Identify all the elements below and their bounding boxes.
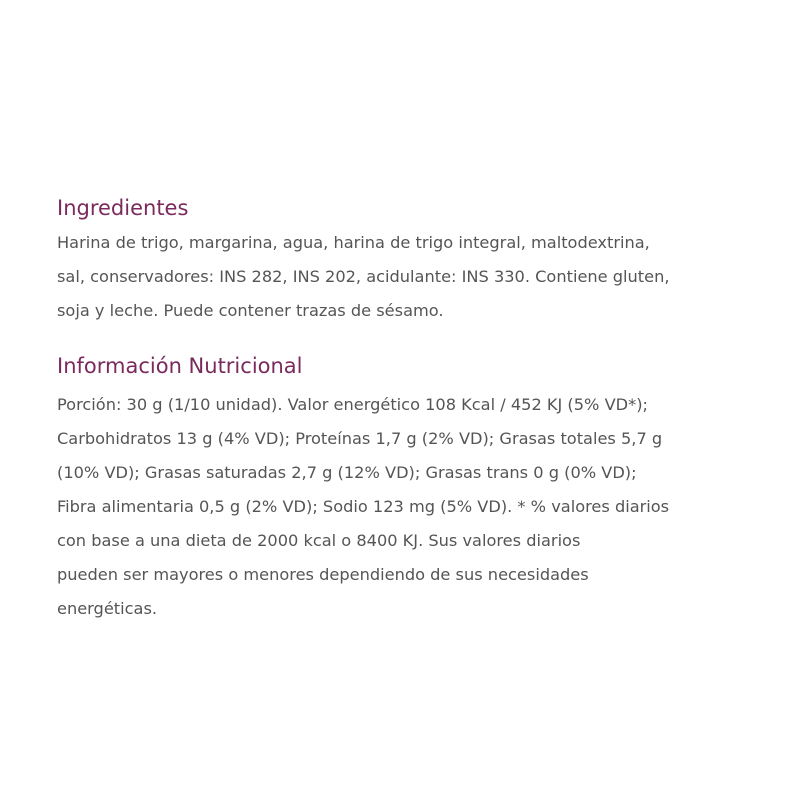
nutrition-section <box>57 350 757 626</box>
nutrition-line: Fibra alimentaria 0,5 g (2% VD); Sodio 123 mg (5% VD). * % valores diarios <box>57 497 670 516</box>
ingredients-line: sal, conservadores: INS 282, INS 202, acidulante: INS 330. Contiene gluten, <box>57 267 670 286</box>
ingredients-line: soja y leche. Puede contener trazas de sésamo. <box>57 301 444 320</box>
ingredients-line: Harina de trigo, margarina, agua, harina de trigo integral, maltodextrina, <box>57 233 650 252</box>
nutrition-line: energéticas. <box>57 599 158 618</box>
nutrition-heading: Información Nutricional <box>57 354 303 378</box>
ingredients-heading: Ingredientes <box>57 196 189 220</box>
product-info <box>57 192 757 626</box>
ingredients-section <box>57 192 757 328</box>
nutrition-line: con base a una dieta de 2000 kcal o 8400 KJ. Sus valores diarios <box>57 531 581 550</box>
nutrition-text <box>57 388 757 626</box>
ingredients-text <box>57 226 757 328</box>
nutrition-line: Carbohidratos 13 g (4% VD); Proteínas 1,7 g (2% VD); Grasas totales 5,7 g <box>57 429 663 448</box>
nutrition-line: pueden ser mayores o menores dependiendo de sus necesidades <box>57 565 589 584</box>
nutrition-line: (10% VD); Grasas saturadas 2,7 g (12% VD); Grasas trans 0 g (0% VD); <box>57 463 637 482</box>
nutrition-line: Porción: 30 g (1/10 unidad). Valor energético 108 Kcal / 452 KJ (5% VD*); <box>57 395 648 414</box>
